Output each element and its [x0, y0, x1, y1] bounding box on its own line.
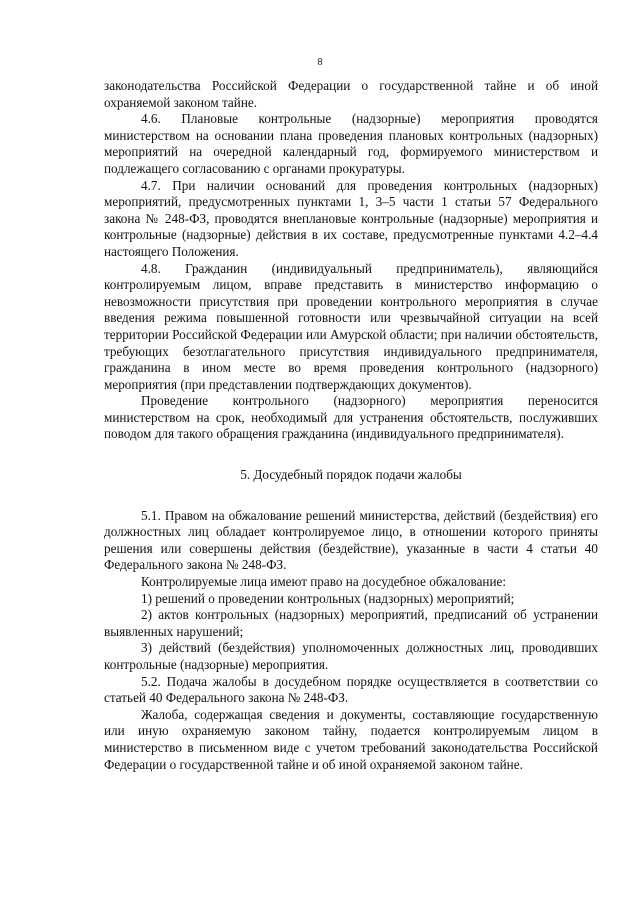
paragraph-4-8: 4.8. Гражданин (индивидуальный предприниматель), являющийся контролируемым лицом, вправе представить в министерство информацию о невозможности присутствия при проведении контрольного мероприятия в случае введения режима повышенной готовности или чрезвычайной ситуации на всей территории Российской Федерации или Амурской области; при наличии обстоятельств, требующих безотлагательного присутствия индивидуального предпринимателя, гражданина в ином месте во время проведения контрольного (надзорного) мероприятия (при представлении подтверждающих документов). [104, 260, 598, 392]
paragraph-complaint-secret: Жалоба, содержащая сведения и документы, составляющие государственную или иную охраняемую законом тайну, подается контролируемым лицом в министерство в письменном виде с учетом требований законодательства Российской Федерации о государственной тайне и об иной охраняемой законом тайне. [104, 706, 598, 772]
paragraph-continuation: законодательства Российской Федерации о государственной тайне и об иной охраняемой законом тайне. [104, 78, 598, 110]
list-item-3: 3) действий (бездействия) уполномоченных должностных лиц, проводивших контрольные (надзорные) мероприятия. [104, 640, 598, 672]
section-heading-5: 5. Досудебный порядок подачи жалобы [240, 467, 462, 483]
list-item-2: 2) актов контрольных (надзорных) мероприятий, предписаний об устранении выявленных нарушений; [104, 607, 598, 639]
paragraph-4-8-postponement: Проведение контрольного (надзорного) мероприятия переносится министерством на срок, необходимый для устранения обстоятельств, послуживших поводом для такого обращения гражданина (индивидуального предпринимателя). [104, 393, 598, 442]
paragraph-5-1: 5.1. Правом на обжалование решений министерства, действий (бездействия) его должностных лиц обладает контролируемое лицо, в отношении которого приняты решения или совершены действия (бездействие), указанные в части 4 статьи 40 Федерального закона № 248-ФЗ. [104, 507, 598, 573]
paragraph-4-6: 4.6. Плановые контрольные (надзорные) мероприятия проводятся министерством на основании плана проведения плановых контрольных (надзорных) мероприятий на очередной календарный год, формируемого министерством и подлежащего согласованию с органами прокуратуры. [104, 111, 598, 176]
page-number: 8 [317, 57, 323, 68]
list-item-1: 1) решений о проведении контрольных (надзорных) мероприятий; [141, 590, 515, 606]
document-body [104, 78, 598, 773]
paragraph-appeal-rights: Контролируемые лица имеют право на досудебное обжалование: [141, 574, 507, 590]
paragraph-4-7: 4.7. При наличии оснований для проведения контрольных (надзорных) мероприятий, предусмотренных пунктами 1, 3–5 части 1 статьи 57 Федерального закона № 248-ФЗ, проводятся внеплановые контрольные (надзорные) мероприятия и контрольные (надзорные) действия в их составе, предусмотренные пунктами 4.2–4.4 настоящего Положения. [104, 177, 598, 259]
paragraph-5-2: 5.2. Подача жалобы в досудебном порядке осуществляется в соответствии со статьей 40 Федерального закона № 248-ФЗ. [104, 673, 598, 706]
